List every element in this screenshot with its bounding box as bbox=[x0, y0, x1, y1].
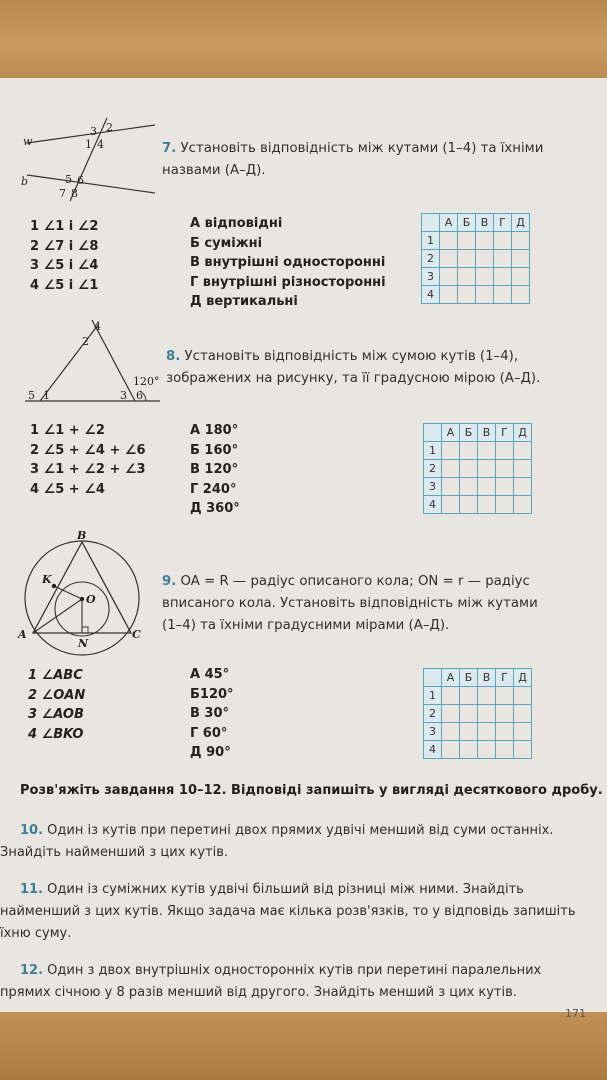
q9-option-e: Д 90° bbox=[190, 745, 231, 760]
q7-items bbox=[30, 217, 98, 295]
q9-figure bbox=[15, 530, 165, 660]
q7-option-e: Д вертикальні bbox=[190, 294, 298, 309]
grid-cell[interactable] bbox=[442, 496, 460, 514]
q8-statement bbox=[166, 346, 566, 390]
q7-label-6: 6 bbox=[77, 174, 84, 187]
q7-text: Установіть відповідність між кутами (1–4) та їхніми назвами (А–Д). bbox=[162, 141, 544, 178]
q8-label-4: 4 bbox=[94, 320, 101, 333]
q8-options bbox=[190, 421, 240, 519]
grid-row-4: 4 bbox=[422, 286, 440, 304]
grid-cell[interactable] bbox=[478, 496, 496, 514]
q7-item-2: 2 ∠7 і ∠8 bbox=[30, 238, 99, 254]
q9-label-o: O bbox=[86, 593, 96, 606]
section-instructions: Розв'яжіть завдання 10–12. Відповіді запишіть у вигляді десяткового дробу. bbox=[20, 783, 603, 798]
q11-text: Один із суміжних кутів удвічі більший від різниці між ними. Знайдіть найменший з цих кутів. Якщо задача має кілька розв'язків, то у відповідь запишіть їхню суму. bbox=[0, 882, 576, 941]
grid-cell[interactable] bbox=[496, 741, 514, 759]
q9-label-b: B bbox=[77, 529, 87, 542]
q7-label-w: w bbox=[23, 135, 33, 148]
grid-cell[interactable] bbox=[514, 496, 532, 514]
grid-cell[interactable] bbox=[478, 705, 496, 723]
grid-cell[interactable] bbox=[494, 250, 512, 268]
grid-cell[interactable] bbox=[440, 268, 458, 286]
grid-cell[interactable] bbox=[496, 442, 514, 460]
grid-cell[interactable] bbox=[476, 232, 494, 250]
grid-cell[interactable] bbox=[458, 232, 476, 250]
grid-cell[interactable] bbox=[442, 741, 460, 759]
q7-statement bbox=[162, 138, 557, 182]
q9-label-c: C bbox=[132, 628, 141, 641]
q7-label-7: 7 bbox=[59, 187, 66, 200]
grid-corner bbox=[422, 214, 440, 232]
grid-col-a: А bbox=[442, 424, 460, 442]
q7-label-2: 2 bbox=[106, 121, 113, 134]
grid-row-3: 3 bbox=[424, 723, 442, 741]
q7-item-1: 1 ∠1 і ∠2 bbox=[30, 219, 99, 234]
grid-cell[interactable] bbox=[496, 496, 514, 514]
q12-number: 12. bbox=[20, 963, 44, 978]
q7-label-8: 8 bbox=[71, 187, 78, 200]
grid-corner bbox=[424, 669, 442, 687]
grid-cell[interactable] bbox=[496, 705, 514, 723]
grid-col-a: А bbox=[440, 214, 458, 232]
q9-option-a: А 45° bbox=[190, 667, 230, 682]
grid-cell[interactable] bbox=[494, 286, 512, 304]
grid-cell[interactable] bbox=[512, 286, 530, 304]
q10-statement bbox=[0, 820, 585, 864]
grid-cell[interactable] bbox=[494, 232, 512, 250]
q8-label-2: 2 bbox=[82, 335, 89, 348]
grid-cell[interactable] bbox=[514, 723, 532, 741]
q7-option-b: Б суміжні bbox=[190, 235, 263, 251]
grid-cell[interactable] bbox=[442, 442, 460, 460]
grid-col-e: Д bbox=[514, 424, 532, 442]
q7-options bbox=[190, 214, 386, 312]
grid-row-1: 1 bbox=[424, 687, 442, 705]
grid-cell[interactable] bbox=[460, 460, 478, 478]
q12-statement bbox=[0, 960, 585, 1004]
grid-cell[interactable] bbox=[478, 478, 496, 496]
q8-answer-grid bbox=[423, 423, 532, 514]
grid-col-c: В bbox=[478, 669, 496, 687]
q9-items bbox=[28, 666, 85, 744]
grid-cell[interactable] bbox=[476, 286, 494, 304]
q8-option-a: А 180° bbox=[190, 423, 239, 438]
q8-figure bbox=[20, 315, 170, 410]
q12-text: Один з двох внутрішніх односторонніх кутів при перетині паралельних прямих січною у 8 разів менший від другого. Знайдіть менший з цих кутів. bbox=[0, 963, 542, 1000]
grid-row-2: 2 bbox=[424, 460, 442, 478]
grid-cell[interactable] bbox=[496, 723, 514, 741]
q7-label-5: 5 bbox=[65, 173, 72, 186]
q9-option-c: В 30° bbox=[190, 706, 230, 721]
grid-corner bbox=[424, 424, 442, 442]
grid-col-e: Д bbox=[514, 669, 532, 687]
q7-option-c: В внутрішні односторонні bbox=[190, 255, 386, 270]
q7-number: 7. bbox=[162, 141, 177, 156]
q9-label-n: N bbox=[78, 637, 89, 650]
q8-option-e: Д 360° bbox=[190, 501, 240, 516]
q9-text: OA = R — радіус описаного кола; ON = r — радіус вписаного кола. Установіть відповідність між кутами (1–4) та їхніми градусними мірами (А–Д). bbox=[162, 574, 538, 633]
grid-col-b: Б bbox=[460, 669, 478, 687]
q7-figure bbox=[15, 113, 165, 203]
grid-cell[interactable] bbox=[514, 687, 532, 705]
grid-row-1: 1 bbox=[424, 442, 442, 460]
grid-cell[interactable] bbox=[514, 460, 532, 478]
grid-cell[interactable] bbox=[478, 687, 496, 705]
q10-number: 10. bbox=[20, 823, 44, 838]
grid-cell[interactable] bbox=[512, 250, 530, 268]
q8-label-120: 120° bbox=[133, 375, 160, 388]
q8-item-2: 2 ∠5 + ∠4 + ∠6 bbox=[30, 442, 146, 458]
q9-label-k: K bbox=[42, 573, 52, 586]
q7-item-4: 4 ∠5 і ∠1 bbox=[30, 277, 99, 293]
q8-label-1: 1 bbox=[43, 389, 50, 402]
q11-number: 11. bbox=[20, 882, 44, 897]
q8-item-1: 1 ∠1 + ∠2 bbox=[30, 423, 105, 438]
grid-row-4: 4 bbox=[424, 741, 442, 759]
q7-item-3: 3 ∠5 і ∠4 bbox=[30, 258, 99, 273]
q9-option-d: Г 60° bbox=[190, 725, 228, 741]
grid-cell[interactable] bbox=[442, 687, 460, 705]
grid-cell[interactable] bbox=[460, 478, 478, 496]
grid-cell[interactable] bbox=[478, 723, 496, 741]
grid-col-a: А bbox=[442, 669, 460, 687]
q8-text: Установіть відповідність між сумою кутів (1–4), зображених на рисунку, та її градусною мірою (А–Д). bbox=[166, 349, 541, 386]
grid-row-2: 2 bbox=[422, 250, 440, 268]
q10-text: Один із кутів при перетині двох прямих удвічі менший від суми останніх. Знайдіть найменший з цих кутів. bbox=[0, 823, 554, 860]
grid-cell[interactable] bbox=[514, 705, 532, 723]
grid-row-2: 2 bbox=[424, 705, 442, 723]
grid-cell[interactable] bbox=[514, 741, 532, 759]
q9-item-1: 1 ∠ABC bbox=[28, 668, 83, 683]
grid-cell[interactable] bbox=[476, 268, 494, 286]
grid-cell[interactable] bbox=[478, 442, 496, 460]
grid-col-d: Г bbox=[496, 424, 514, 442]
q9-item-2: 2 ∠OAN bbox=[28, 687, 86, 703]
q7-answer-grid bbox=[421, 213, 530, 304]
q7-label-b: b bbox=[21, 175, 29, 188]
grid-cell[interactable] bbox=[458, 286, 476, 304]
grid-cell[interactable] bbox=[442, 478, 460, 496]
q8-label-3: 3 bbox=[120, 389, 127, 402]
grid-cell[interactable] bbox=[442, 723, 460, 741]
grid-cell[interactable] bbox=[514, 442, 532, 460]
grid-cell[interactable] bbox=[440, 286, 458, 304]
grid-col-b: Б bbox=[460, 424, 478, 442]
q7-label-1: 1 bbox=[85, 138, 92, 151]
grid-cell[interactable] bbox=[478, 460, 496, 478]
q8-item-3: 3 ∠1 + ∠2 + ∠3 bbox=[30, 462, 146, 477]
page-number: 171 bbox=[565, 1007, 586, 1020]
q9-item-3: 3 ∠AOB bbox=[28, 707, 84, 722]
grid-col-b: Б bbox=[458, 214, 476, 232]
grid-cell[interactable] bbox=[478, 741, 496, 759]
grid-row-3: 3 bbox=[424, 478, 442, 496]
q8-label-5: 5 bbox=[28, 389, 35, 402]
grid-cell[interactable] bbox=[496, 460, 514, 478]
q8-number: 8. bbox=[166, 349, 181, 364]
q9-item-4: 4 ∠BKO bbox=[28, 726, 84, 742]
q7-label-4: 4 bbox=[97, 138, 104, 151]
q7-label-3: 3 bbox=[90, 125, 97, 138]
grid-cell[interactable] bbox=[460, 442, 478, 460]
q11-statement bbox=[0, 879, 585, 945]
grid-cell[interactable] bbox=[442, 705, 460, 723]
wooden-table-top bbox=[0, 0, 607, 82]
q7-option-a: А відповідні bbox=[190, 216, 283, 231]
q9-statement bbox=[162, 571, 562, 637]
grid-cell[interactable] bbox=[494, 268, 512, 286]
q8-option-c: В 120° bbox=[190, 462, 239, 477]
grid-cell[interactable] bbox=[458, 268, 476, 286]
grid-cell[interactable] bbox=[460, 687, 478, 705]
grid-col-d: Г bbox=[496, 669, 514, 687]
grid-col-c: В bbox=[476, 214, 494, 232]
grid-cell[interactable] bbox=[476, 250, 494, 268]
grid-col-c: В bbox=[478, 424, 496, 442]
grid-row-3: 3 bbox=[422, 268, 440, 286]
grid-cell[interactable] bbox=[440, 250, 458, 268]
q8-items bbox=[30, 421, 146, 499]
grid-cell[interactable] bbox=[440, 232, 458, 250]
q9-number: 9. bbox=[162, 574, 177, 589]
q8-label-6: 6 bbox=[136, 389, 143, 402]
q9-label-a: A bbox=[18, 628, 27, 641]
grid-cell[interactable] bbox=[514, 478, 532, 496]
grid-row-4: 4 bbox=[424, 496, 442, 514]
grid-cell[interactable] bbox=[512, 268, 530, 286]
q9-options bbox=[190, 665, 234, 763]
q8-item-4: 4 ∠5 + ∠4 bbox=[30, 481, 105, 497]
q7-option-d: Г внутрішні різносторонні bbox=[190, 274, 386, 290]
grid-row-1: 1 bbox=[422, 232, 440, 250]
q8-option-b: Б 160° bbox=[190, 442, 239, 458]
grid-cell[interactable] bbox=[460, 723, 478, 741]
grid-cell[interactable] bbox=[460, 741, 478, 759]
grid-cell[interactable] bbox=[460, 496, 478, 514]
q8-option-d: Г 240° bbox=[190, 481, 237, 497]
grid-cell[interactable] bbox=[512, 232, 530, 250]
grid-cell[interactable] bbox=[458, 250, 476, 268]
grid-cell[interactable] bbox=[496, 687, 514, 705]
grid-cell[interactable] bbox=[496, 478, 514, 496]
wooden-table-bottom bbox=[0, 1012, 607, 1080]
grid-col-e: Д bbox=[512, 214, 530, 232]
q9-option-b: Б120° bbox=[190, 686, 234, 702]
grid-cell[interactable] bbox=[442, 460, 460, 478]
grid-col-d: Г bbox=[494, 214, 512, 232]
q9-answer-grid bbox=[423, 668, 532, 759]
grid-cell[interactable] bbox=[460, 705, 478, 723]
